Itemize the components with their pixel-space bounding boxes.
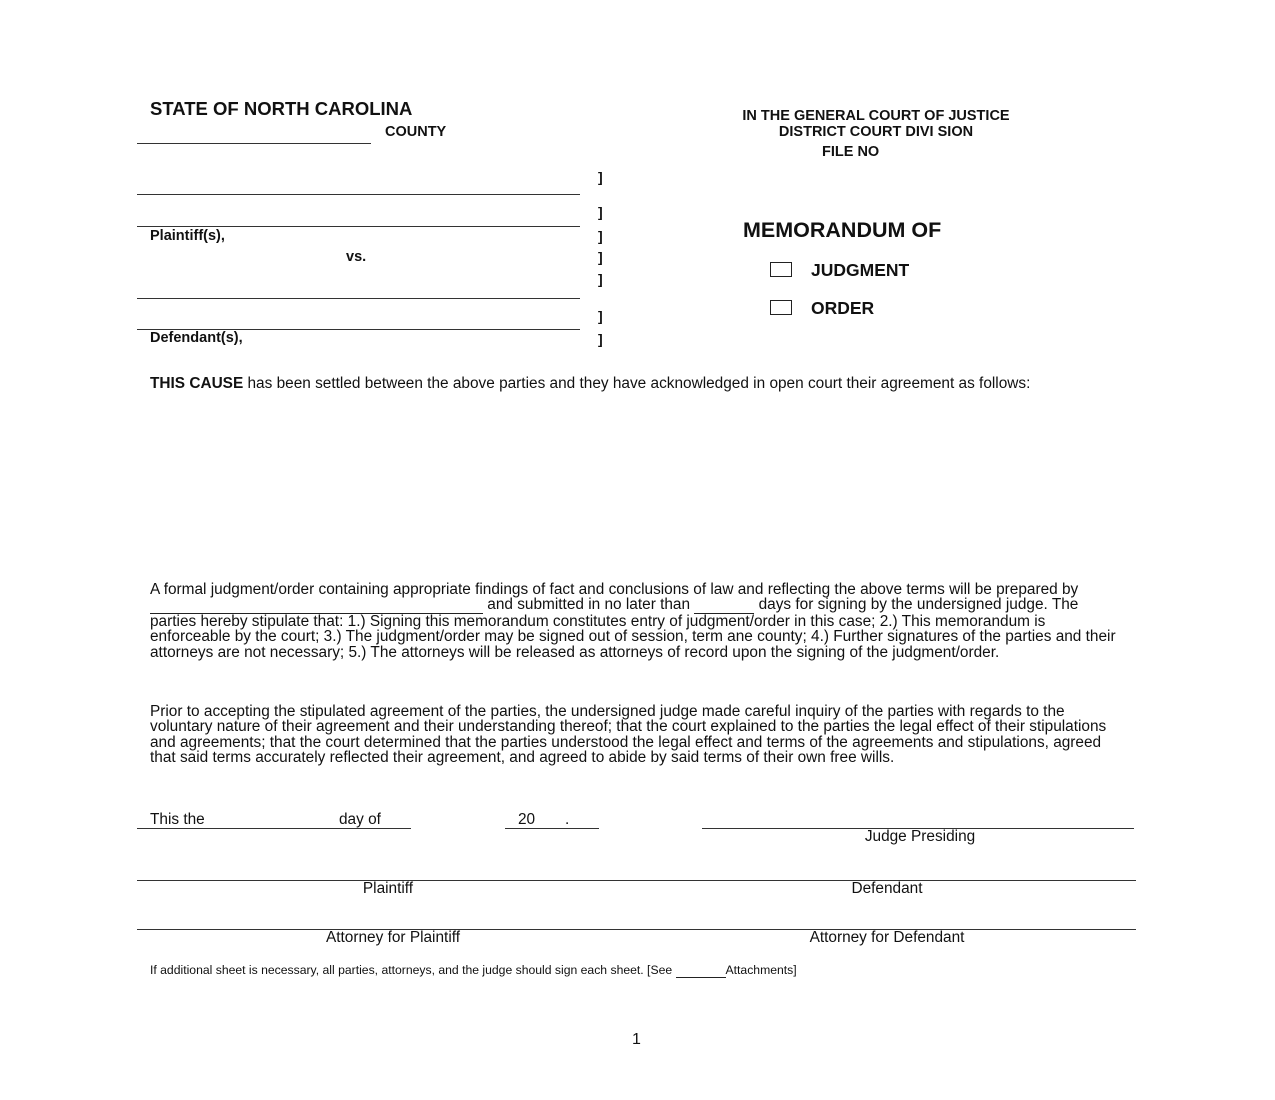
days-blank[interactable]: [694, 597, 754, 613]
memorandum-title: MEMORANDUM OF: [743, 218, 942, 242]
order-checkbox[interactable]: [770, 300, 792, 315]
caption-bracket: ]: [598, 331, 603, 347]
judge-presiding-label: Judge Presiding: [864, 828, 976, 845]
caption-bracket: ]: [598, 271, 603, 287]
defendant-name-line-1[interactable]: [137, 298, 580, 299]
plaintiff-name-line-1[interactable]: [137, 194, 580, 195]
attachments-count-blank[interactable]: [676, 963, 726, 978]
year-prefix: 20: [518, 811, 536, 828]
defendant-signature-label: Defendant: [851, 880, 923, 897]
preparer-blank[interactable]: [150, 597, 483, 613]
judgment-checkbox[interactable]: [770, 262, 792, 277]
date-period: .: [565, 811, 570, 828]
caption-bracket: ]: [598, 204, 603, 220]
caption-bracket: ]: [598, 228, 603, 244]
caption-bracket: ]: [598, 169, 603, 185]
state-heading: STATE OF NORTH CAROLINA: [150, 98, 413, 119]
formal-judgment-paragraph: [150, 582, 1125, 660]
prior-paragraph: [150, 704, 1125, 766]
day-of-label: day of: [339, 811, 381, 828]
judgment-option-label: JUDGMENT: [811, 260, 910, 280]
county-name-line[interactable]: [137, 143, 371, 144]
court-line-1: IN THE GENERAL COURT OF JUSTICE: [742, 108, 1010, 124]
formal-text-3: days for signing by the undersigned judge. The parties hereby stipulate that: 1.) Signing this memorandum constitutes entry of judgment/order in this case; 2.) This memorandum is enforceable by the court; 3.) The judgment/order may be signed out of session, term ane county; 4.) Further signatures of the parties and their attorneys are not necessary; 5.) The attorneys will be released as attorneys of record upon the signing of the judgment/order.: [150, 596, 1116, 661]
attorney-plaintiff-label: Attorney for Plaintiff: [325, 929, 461, 946]
court-line-2: DISTRICT COURT DIVI SION: [778, 124, 974, 140]
page-number: 1: [632, 1031, 641, 1048]
caption-bracket: ]: [598, 249, 603, 265]
attorney-defendant-label: Attorney for Defendant: [809, 929, 965, 946]
note-text-2: Attachments]: [725, 963, 797, 977]
cause-text: has been settled between the above parties and they have acknowledged in open court their agreement as follows:: [243, 375, 1031, 392]
plaintiff-signature-label: Plaintiff: [362, 880, 414, 897]
order-option-label: ORDER: [811, 298, 875, 318]
attachments-note: [150, 963, 797, 978]
defendant-label: Defendant(s),: [150, 330, 243, 346]
plaintiff-label: Plaintiff(s),: [150, 228, 225, 244]
cause-lead: THIS CAUSE: [150, 375, 244, 392]
formal-text-1: A formal judgment/order containing appropriate findings of fact and conclusions of law and reflecting the above terms will be prepared by: [150, 581, 1079, 598]
file-no-label: FILE NO: [822, 144, 880, 160]
cause-paragraph: [150, 376, 1125, 391]
note-text-1: If additional sheet is necessary, all parties, attorneys, and the judge should sign each sheet. [See: [150, 963, 676, 977]
prior-text: Prior to accepting the stipulated agreement of the parties, the undersigned judge made careful inquiry of the parties with regards to the voluntary nature of their agreement and their understanding thereof; that the court explained to the parties the legal effect of their stipulations and agreements; that the court determined that the parties understood the legal effect and terms of the agreements and stipulations, agreed that said terms accurately reflected their agreement, and agreed to abide by said terms of their own free wills.: [150, 703, 1107, 767]
caption-bracket: ]: [598, 308, 603, 324]
formal-text-2: and submitted in no later than: [483, 596, 695, 614]
vs-label: vs.: [346, 249, 367, 265]
county-label: COUNTY: [385, 124, 447, 140]
this-the-label: This the: [150, 811, 205, 828]
plaintiff-name-line-2[interactable]: [137, 226, 580, 227]
